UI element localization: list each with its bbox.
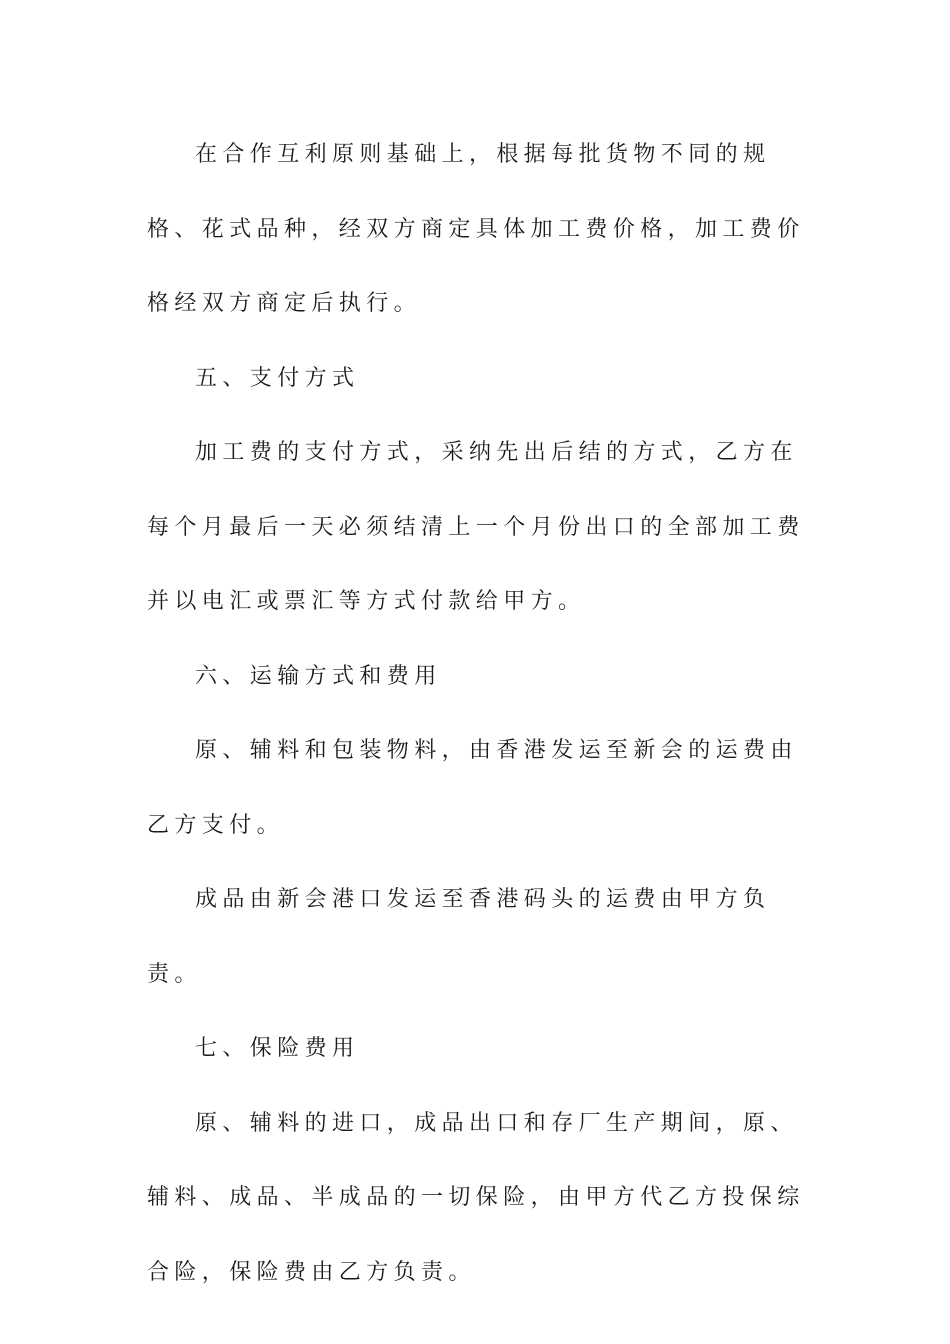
paragraph-payment-method: 加工费的支付方式，采纳先出后结的方式，乙方在每个月最后一天必须结清上一个月份出口的全部加工费并以电汇或票汇等方式付款给甲方。	[147, 440, 805, 614]
section-heading-payment-method: 五、支付方式	[195, 365, 360, 391]
section-heading-transport: 六、运输方式和费用	[195, 663, 442, 689]
document-body	[147, 118, 807, 1310]
paragraph-materials-freight: 原、辅料和包装物料，由香港发运至新会的运费由乙方支付。	[147, 738, 798, 838]
section-heading-insurance: 七、保险费用	[195, 1036, 360, 1061]
paragraph-processing-fee-price: 在合作互利原则基础上，根据每批货物不同的规格、花式品种，经双方商定具体加工费价格，加工费价格经双方商定后执行。	[147, 142, 805, 316]
paragraph-finished-goods-freight: 成品由新会港口发运至香港码头的运费由甲方负责。	[147, 887, 771, 987]
paragraph-insurance: 原、辅料的进口，成品出口和存厂生产期间，原、辅料、成品、半成品的一切保险，由甲方代乙方投保综合险，保险费由乙方负责。	[147, 1110, 805, 1285]
